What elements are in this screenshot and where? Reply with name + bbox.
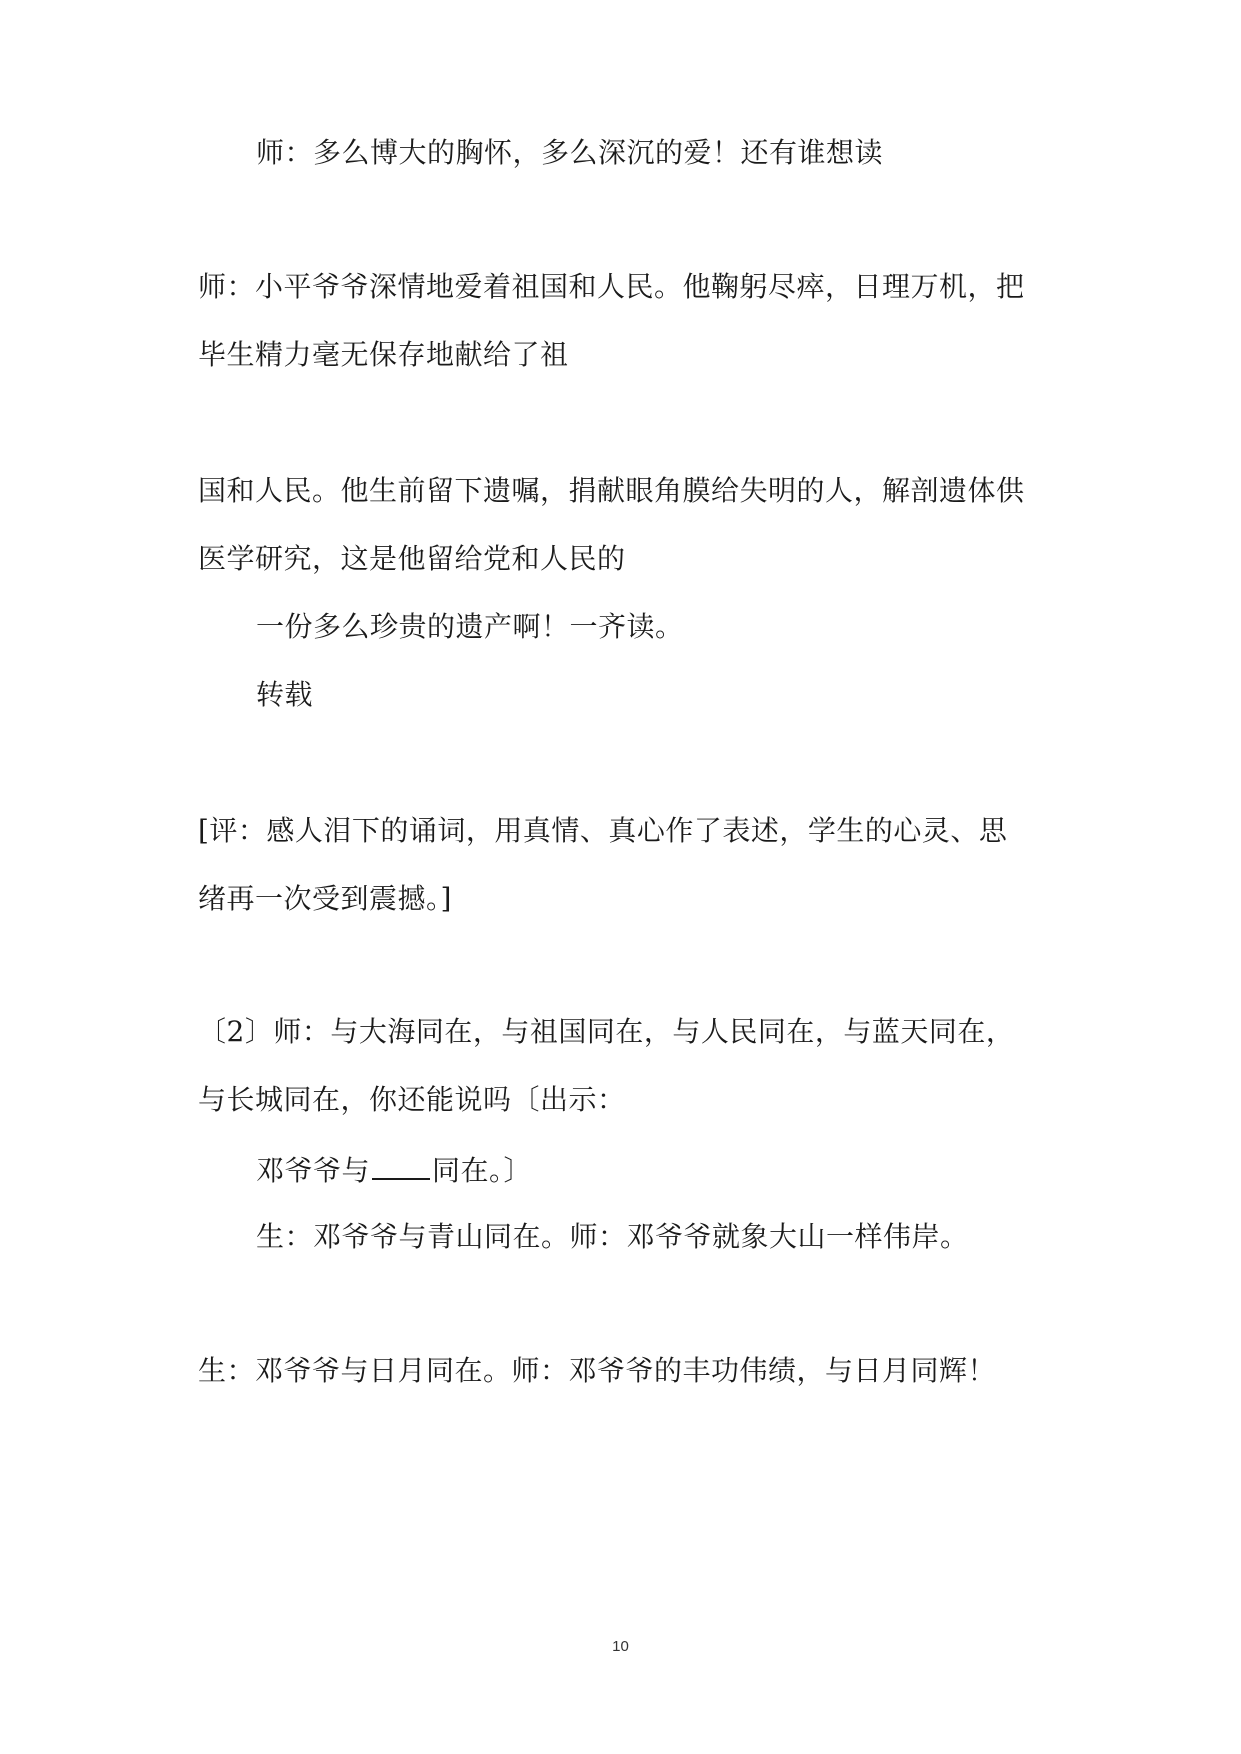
page-number: 10 — [612, 1638, 629, 1655]
paragraph-line: 转载 — [256, 678, 314, 711]
paragraph-line: 师：多么博大的胸怀，多么深沉的爱！还有谁想读 — [256, 136, 884, 169]
comment-line: 绪再一次受到震撼。] — [198, 882, 452, 915]
paragraph-line: 与长城同在，你还能说吗〔出示： — [198, 1083, 626, 1116]
paragraph-line: 医学研究，这是他留给党和人民的 — [198, 542, 626, 575]
paragraph-line: 〔2〕师：与大海同在，与祖国同在，与人民同在，与蓝天同在， — [198, 1015, 1015, 1048]
paragraph-line: 一份多么珍贵的遗产啊！一齐读。 — [256, 610, 684, 643]
paragraph-line: 毕生精力毫无保存地献给了祖 — [198, 338, 569, 371]
paragraph-line: 国和人民。他生前留下遗嘱，捐献眼角膜给失明的人，解剖遗体供 — [198, 474, 1025, 507]
paragraph-line: 师：小平爷爷深情地爱着祖国和人民。他鞠躬尽瘁，日理万机，把 — [198, 270, 1025, 303]
comment-line: [评：感人泪下的诵词，用真情、真心作了表述，学生的心灵、思 — [198, 814, 1008, 847]
paragraph-line: 生：邓爷爷与青山同在。师：邓爷爷就象大山一样伟岸。 — [256, 1220, 969, 1253]
paragraph-line: 生：邓爷爷与日月同在。师：邓爷爷的丰功伟绩，与日月同辉！ — [198, 1354, 997, 1387]
fill-line-before: 邓爷爷与 — [256, 1154, 371, 1187]
fill-in-blank-line — [256, 1152, 532, 1188]
blank-underline — [372, 1152, 430, 1180]
fill-line-after: 同在。〕 — [432, 1154, 533, 1187]
